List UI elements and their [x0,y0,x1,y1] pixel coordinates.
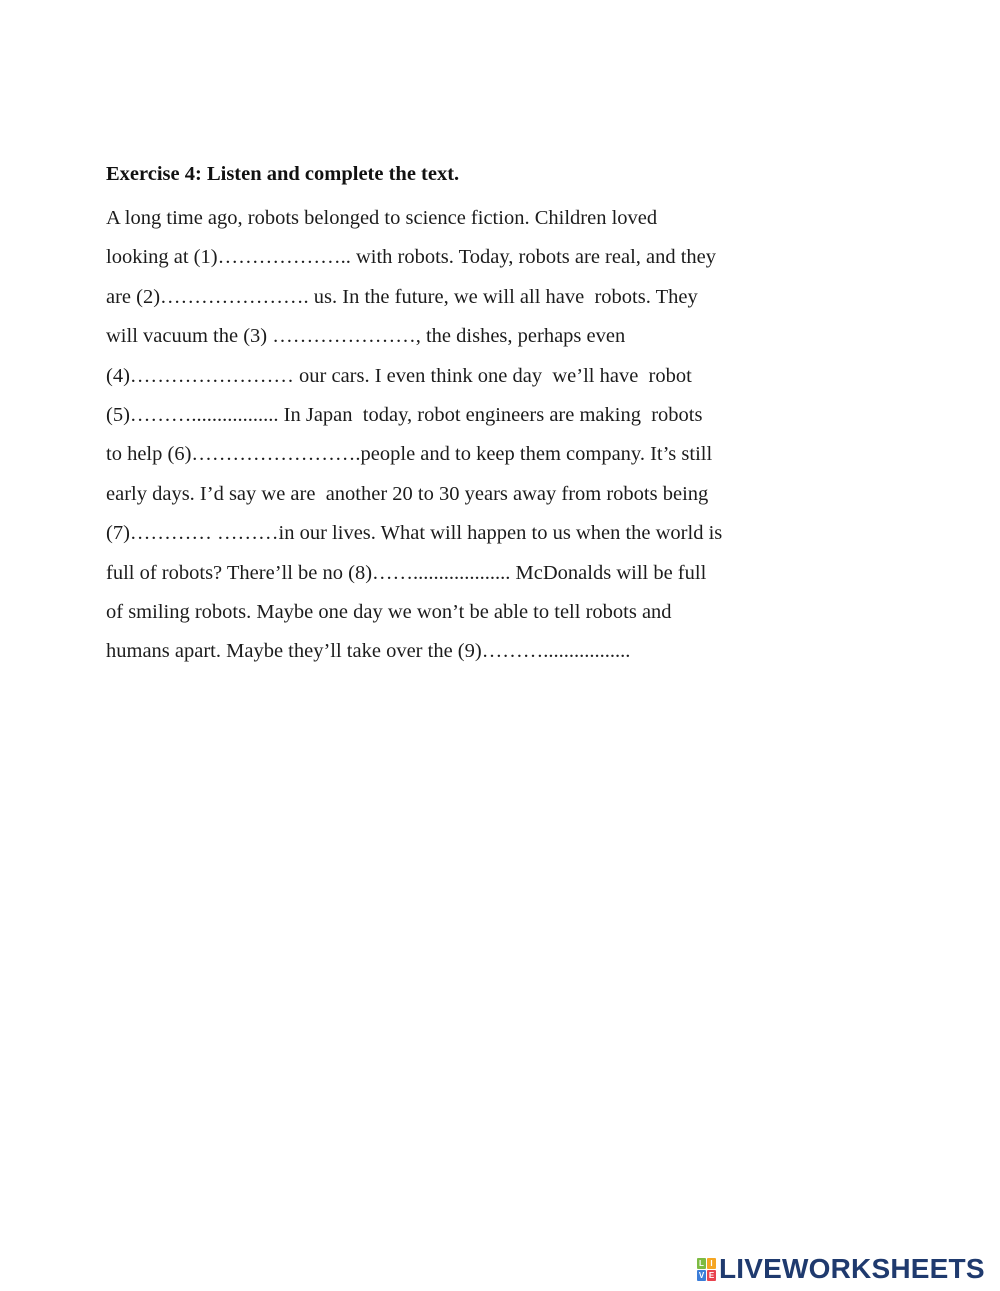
logo-block-v: V [698,1270,705,1280]
passage-line: (5)………................. In Japan today, robot engineers are making robots [106,403,703,426]
logo-block-e: E [708,1270,715,1280]
passage-line: (7)………… ………in our lives. What will happen to us when the world is [106,522,723,545]
passage-line: will vacuum the (3) …………………, the dishes, perhaps even [106,325,626,348]
passage-text [106,199,836,672]
passage-line: looking at (1)……………….. with robots. Today, robots are real, and they [106,246,717,269]
passage-line: of smiling robots. Maybe one day we won’t be able to tell robots and [106,600,672,623]
logo-block-i: I [707,1258,716,1269]
exercise-title: Exercise 4: Listen and complete the text. [106,163,460,185]
logo-block-l: L [697,1258,706,1269]
passage-line: full of robots? There’ll be no (8)……................... McDonalds will be full [106,561,707,584]
passage-line: humans apart. Maybe they’ll take over the (9)………................. [106,640,631,663]
passage-line: early days. I’d say we are another 20 to 30 years away from robots being [106,482,709,505]
passage-line: (4)…………………… our cars. I even think one day we’ll have robot [106,364,692,387]
passage-line: A long time ago, robots belonged to science fiction. Children loved [106,207,658,229]
liveworksheets-logo [697,1253,985,1285]
passage-line: to help (6)…………………….people and to keep them company. It’s still [106,443,713,466]
passage-line: are (2)…………………. us. In the future, we will all have robots. They [106,285,698,308]
logo-wordmark: LIVEWORKSHEETS [719,1253,985,1284]
live-blocks-icon [697,1258,716,1281]
